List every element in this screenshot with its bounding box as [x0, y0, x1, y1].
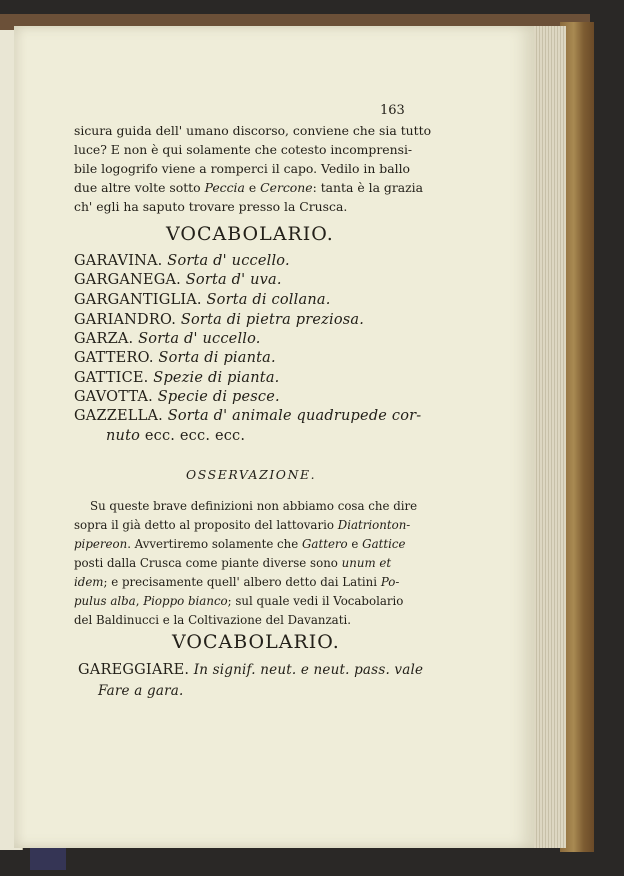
obs-line-2: sopra il già detto al proposito del lattovario Diatrionton- — [74, 518, 411, 532]
entry-gazzella-cont: nuto ecc. ecc. ecc. — [106, 428, 246, 444]
obs-line-3: pipereon. Avvertiremo solamente che Gattero e Gattice — [74, 537, 406, 551]
obs-line-5: idem; e precisamente quell' albero detto dai Latini Po- — [74, 575, 400, 589]
intro-line-4: due altre volte sotto Peccia e Cercone: tanta è la grazia — [74, 180, 424, 195]
obs-line-6: pulus alba, Pioppo bianco; sul quale vedi il Vocabolario — [74, 594, 404, 608]
intro-line-3: bile logogrifo viene a romperci il capo. Vedilo in ballo — [74, 161, 411, 176]
page-number: 163 — [380, 103, 405, 118]
entry-garavina: GARAVINA. Sorta d' uccello. — [74, 253, 290, 269]
entry-gargantiglia: GARGANTIGLIA. Sorta di collana. — [74, 292, 331, 308]
intro-line-5: ch' egli ha saputo trovare presso la Crusca. — [74, 199, 348, 214]
entry-gareggiare: GAREGGIARE. In signif. neut. e neut. pass. vale — [78, 662, 424, 678]
intro-line-2: luce? E non è qui solamente che cotesto incomprensi- — [74, 142, 413, 157]
obs-line-1: Su queste brave definizioni non abbiamo cosa che dire — [90, 499, 418, 513]
vocabolario-heading-1: VOCABOLARIO. — [166, 223, 334, 245]
osservazione-heading: OSSERVAZIONE. — [186, 467, 317, 482]
entry-garza: GARZA. Sorta d' uccello. — [74, 331, 261, 347]
obs-line-4: posti dalla Crusca come piante diverse sono unum et — [74, 556, 392, 570]
entry-gattero: GATTERO. Sorta di pianta. — [74, 350, 276, 366]
entry-gazzella: GAZZELLA. Sorta d' animale quadrupede cor- — [74, 408, 422, 424]
entry-gattice: GATTICE. Spezie di pianta. — [74, 370, 280, 386]
entry-gareggiare-cont: Fare a gara. — [98, 683, 184, 699]
bookmark-ribbon — [30, 846, 66, 870]
vocabolario-heading-2: VOCABOLARIO. — [172, 631, 340, 653]
entry-gavotta: GAVOTTA. Specie di pesce. — [74, 389, 280, 405]
entry-gariandro: GARIANDRO. Sorta di pietra preziosa. — [74, 312, 365, 328]
intro-line-1: sicura guida dell' umano discorso, conviene che sia tutto — [74, 123, 432, 138]
book-page — [14, 26, 534, 848]
obs-line-7: del Baldinucci e la Coltivazione del Davanzati. — [74, 613, 351, 627]
entry-garganega: GARGANEGA. Sorta d' uva. — [74, 272, 282, 288]
